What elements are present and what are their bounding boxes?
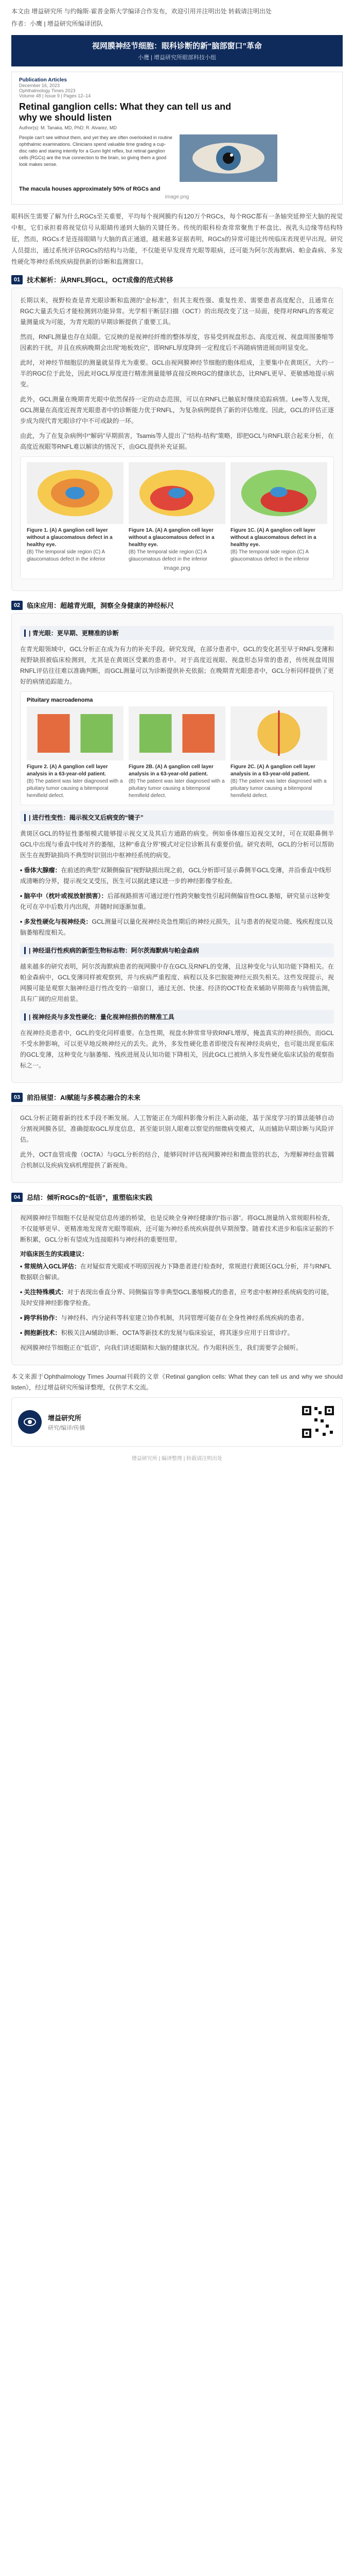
s4-paragraph: 在视神经炎患者中，GCL的变化同样重要。在急性期，视盘水肿常常导致RNFL增厚，掩盖真实的神经损伤，而GCL不受水肿影响，可以更早地反映神经元的丢失。此外，多发性硬化患者即使没有视神经炎病史，也可能出现亚临床的GCL变薄，这种变化与脑萎缩、残疾进展及认知功能下降相关，因此GCL已被纳入多发性硬化临床试验的观察指标之一。 (20, 1029, 334, 1069)
footer: 增益研究所 | 编译整理 | 转载请注明出处 (131, 1456, 223, 1462)
bullet-key: • 拥抱新技术： (20, 1329, 61, 1336)
figure-2-panel (20, 691, 334, 805)
gcl-heatmap-icon (129, 706, 225, 760)
gcl-map-image (129, 706, 225, 760)
section-03-header (11, 1089, 343, 1105)
pub-meta-1: Ophthalmology Times 2023 (19, 88, 76, 93)
figure-1-caption: image.png (164, 565, 190, 571)
section-title: 临床应用：超越青光眼，洞察全身健康的神经标尺 (27, 602, 174, 609)
figure-title: Figure 1. (A) A ganglion cell layer without a glaucomatous defect in a healthy eye. (27, 528, 113, 548)
qr-card[interactable] (11, 1397, 343, 1447)
lead-paragraph: 眼科医生需要了解为什么RGCs至关重要，平均每个视网膜约有120万个RGCs，每个RGC都有一条轴突延伸至大脑的视觉中枢，它们承担着将视觉信号从眼睛传递到大脑的关键任务。传统的眼科检查常常聚焦于杯盘比、视乳头边缘等结构特征，然而，RGCs才是连接眼睛与大脑的真正通道，越来越多证据表明，RGCs的异常可能比传统临床表现更早出现。研究人员提出，通过系统评估RGCs的结构与功能，不仅能更早发现青光眼等眼病，还可能为阿尔茨海默病、帕金森病、多发性硬化等神经系统疾病提供新的诊断和监测窗口。 (11, 213, 343, 265)
lead-section (0, 205, 354, 267)
bullet-key: • 脑卒中（枕叶或视放射损害）： (20, 892, 108, 900)
figure-2-title: Pituitary macroadenoma (27, 697, 93, 703)
bullet-value: 对于表现出垂直分界、同侧偏盲等非典型GCL萎缩模式的患者，应考虑中枢神经系统病变的可能，及时安排神经影像学检查。 (20, 1289, 333, 1307)
org-subtitle: 研究/编译/传播 (48, 1425, 85, 1431)
section-04-box (11, 1205, 343, 1365)
bullet-value: 与神经科、内分泌科等科室建立协作机制，共同管理可能存在全身性神经系统疾病的患者。 (61, 1314, 308, 1321)
section-title: 总结：倾听RGCs的“低语”，重塑临床实践 (27, 1194, 153, 1201)
figure-desc: (B) The temporal side region (C) A glaucomatous defect in the inferior (129, 549, 207, 562)
section-number: 01 (11, 275, 23, 284)
bullet-value: 积极关注AI辅助诊断、OCTA等新技术的发展与临床验证，将其逐步应用于日常诊疗。 (61, 1329, 294, 1336)
article-caption: People can't see without them, and yet they are often overlooked in routine ophthalmic examinations. Clinicians spend valuable time grading a cup-disc ratio and staring intently for a Gunn light reflex, but retinal ganglion cells (RGCs) are the true connection to the brain, so giving them a good look makes sense. (19, 135, 172, 167)
org-name: 增益研究所 (48, 1414, 82, 1422)
banner-subtitle: 小鹰 | 增益研究所眼部科技小组 (138, 55, 216, 61)
bullet-value: 在对疑似青光眼或不明原因视力下降患者进行检查时，常规进行黄斑区GCL分析，并与RNFL数据联合解读。 (20, 1263, 331, 1281)
subheading-optic-neuritis (20, 1010, 334, 1024)
figure-title: Figure 2B. (A) A ganglion cell layer analysis in a 63-year-old patient. (129, 764, 214, 777)
gcl-heatmap-icon (231, 706, 327, 760)
s5-paragraph-2: 此外，OCT血管成像（OCTA）与GCL分析的结合，能够同时评估视网膜神经和微血管的状态，为理解神经血管耦合机制以及疾病发病机理提供了新视角。 (20, 1151, 334, 1169)
bullet-key: • 多发性硬化与视神经炎： (20, 918, 92, 925)
s1-paragraph-5: 由此，为了在复杂病例中“解码”早期损害，Tsamis等人提出了“结构-结构”策略，即把GCL与RNFL联合起来分析，在高度近视眼等RNFL难以解读的情况下，由GCL提供补充证据。 (20, 432, 334, 450)
qr-code (300, 1404, 336, 1440)
subheading-glaucoma (20, 626, 334, 640)
s2-paragraph-2: 黄斑区GCL的特征性萎缩模式能够提示视交叉及其后方通路的病变。例如垂体瘤压迫视交叉时，可在双眼鼻侧半GCL中出现与垂直中线对齐的萎缩，这种“垂直分界”模式对定位诊断具有重要价值。研究表明，GCL的分析可以帮助医生在视野缺损尚不典型时识别出中枢神经系统的病变。 (20, 830, 334, 859)
title-banner (11, 35, 343, 66)
figure-desc: (B) The patient was later diagnosed with a pituitary tumor causing a bitemporal hemifield defect. (27, 778, 123, 799)
recommendations-heading: 对临床医生的实践建议： (20, 1250, 88, 1258)
figure-desc: (B) The temporal side region (C) A glaucomatous defect in the inferior (27, 549, 105, 562)
section-04-header (11, 1189, 343, 1205)
s1-paragraph-3: 此时，对神经节细胞层的测量就显得尤为重要。GCL由视网膜神经节细胞的胞体组成，主要集中在黄斑区，大约一半的RGC位于此处，因此对GCL厚度进行精准测量能够直接反映RGC的健康状态，比RNFL更早、更敏感地提示病变。 (20, 359, 334, 388)
author-line: 作者：小鹰 | 增益研究所编译团队 (11, 20, 103, 27)
s2-paragraph-1: 在青光眼领域中，GCL分析正在成为有力的补充手段。研究发现，在部分患者中，GCL的变化甚至早于RNFL变薄和视野缺损被临床检测到，尤其是在黄斑区受累的患者中。对于高度近视眼、视盘形态异常的患者，传统视盘周围RNFL评估往往难以准确判断，而GCL测量可以为诊断提供补充依据；在晚期青光眼患者中，GCL分析同样提供了更好的病情追踪能力。 (20, 646, 334, 685)
s1-paragraph-4: 此外，GCL测量在晚期青光眼中依然保持一定的动态范围，可以在RNFL已触底时继续追踪病情。Lee等人发现，GCL测量在高度近视青光眼患者中的诊断能力优于RNFL，为复杂病例提供了新的评估维度。因此，GCL的评估正逐步成为现代青光眼诊疗中不可或缺的一环。 (20, 396, 334, 425)
gcl-map-image (27, 462, 123, 524)
gcl-heatmap-icon (27, 706, 123, 760)
section-02-box (11, 613, 343, 1083)
bullet-key: • 垂体大腺瘤： (20, 867, 61, 874)
qr-code-icon (300, 1404, 336, 1440)
gcl-map-image (129, 462, 225, 524)
subheading-text: | 进行性变性：揭示视交叉后病变的“镜子” (29, 814, 144, 821)
figure-1a (27, 462, 123, 563)
figure-title: Figure 2C. (A) A ganglion cell layer analysis in a 63-year-old patient. (231, 764, 315, 777)
article-authors: Author(s): M. Tanaka, MD, PhD; R. Alvarez, MD (19, 125, 117, 130)
bullet-value: 后部视路损害可通过逆行性跨突触变性引起同侧偏盲性GCL萎缩，研究显示这种变化可在卒中后数月内出现，并随时间逐渐加重。 (20, 892, 330, 910)
gcl-map-image (231, 706, 327, 760)
subheading-text: | 视神经炎与多发性硬化：量化视神经损伤的精准工具 (29, 1013, 174, 1021)
article-card (11, 72, 343, 205)
section-number: 02 (11, 601, 23, 610)
rec-2 (20, 1287, 334, 1309)
section-title: 前沿展望：AI赋能与多模态融合的未来 (27, 1094, 141, 1101)
figure-desc: (B) The patient was later diagnosed with a pituitary tumor causing a bitemporal hemifield defect. (129, 778, 225, 799)
figure-desc: (B) The patient was later diagnosed with a pituitary tumor causing a bitemporal hemifield defect. (231, 778, 327, 799)
bullet-ms (20, 917, 334, 938)
section-01-header (11, 272, 343, 287)
section-number: 04 (11, 1193, 23, 1202)
eye-image-icon (180, 134, 277, 182)
article-headline: Retinal ganglion cells: What they can tell us and why we should listen (19, 101, 232, 123)
org-logo (18, 1410, 42, 1434)
retina-photo (180, 134, 277, 182)
gcl-heatmap-icon (231, 462, 327, 524)
s5-paragraph-1: GCL分析正随着新的技术手段不断发展。人工智能正在为眼科影像分析注入新动能，基于深度学习的算法能够自动分割视网膜各层，准确提取GCL厚度信息，甚至能识别人眼难以察觉的细微病变模式，从而辅助早期诊断与风险评估。 (20, 1114, 334, 1143)
intro-text: 本文由 增益研究所 与约翰斯·霍普金斯大学编译合作发布，欢迎引用并注明出处 转载请注明出处 (11, 8, 272, 15)
figure-1b (129, 462, 225, 563)
figure-1c (231, 462, 327, 563)
gcl-map-image (231, 462, 327, 524)
section-title: 技术解析：从RNFL到GCL，OCT成像的范式转移 (27, 276, 173, 284)
section-number: 03 (11, 1093, 23, 1102)
section-02-header (11, 597, 343, 613)
banner-title: 视网膜神经节细胞：眼科诊断的新“脑部窗口”革命 (92, 42, 262, 50)
figure-desc: (B) The temporal side region (C) A glaucomatous defect in the inferior (231, 549, 309, 562)
subheading-degeneration (20, 810, 334, 824)
rec-1 (20, 1261, 334, 1283)
article-stat: The macula houses approximately 50% of RGCs and (19, 186, 161, 192)
pub-date: December 16, 2023 (19, 83, 60, 88)
figure-title: Figure 1C. (A) A ganglion cell layer without a glaucomatous defect in a healthy eye. (231, 528, 316, 548)
gcl-heatmap-icon (129, 462, 225, 524)
gcl-heatmap-icon (27, 462, 123, 524)
gcl-map-image (27, 706, 123, 760)
subheading-text: | 青光眼：更早期、更精准的诊断 (29, 630, 119, 637)
bullet-key: • 常规纳入GCL评估： (20, 1263, 80, 1270)
section-01-box (11, 287, 343, 591)
source-section (0, 1365, 354, 1393)
bullet-key: • 关注特殊模式： (20, 1289, 67, 1296)
pub-label: Publication Articles (19, 77, 67, 83)
bullet-value: GCL测量可以量化视神经炎急性期后的神经元损失，且与患者的视觉功能、残疾程度以及脑萎缩程度相关。 (20, 918, 333, 936)
bullet-value: 在前述的典型“双颞侧偏盲”视野缺损出现之前，GCL分析即可显示鼻侧半GCL变薄，并沿垂直中线形成清晰的分界，提示视交叉受压，医生可以据此建议进一步的神经影像学检查。 (20, 867, 331, 885)
figure-1-panel (20, 456, 334, 579)
bullet-stroke (20, 891, 334, 912)
s6-closing: 视网膜神经节细胞正在“低语”，向我们讲述眼睛和大脑的健康状况。作为眼科医生，我们需要学会倾听。 (20, 1344, 302, 1351)
figure-title: Figure 1A. (A) A ganglion cell layer without a glaucomatous defect in a healthy eye. (129, 528, 215, 548)
figure-2a (27, 706, 123, 800)
bullet-key: • 跨学科协作： (20, 1314, 61, 1321)
subheading-text: | 神经退行性疾病的新型生物标志物：阿尔茨海默病与帕金森病 (29, 947, 199, 954)
figure-2b (129, 706, 225, 800)
section-03-box (11, 1105, 343, 1183)
rec-4 (20, 1328, 334, 1338)
figure-title: Figure 2. (A) A ganglion cell layer analysis in a 63-year-old patient. (27, 764, 108, 777)
subheading-neurodegeneration (20, 943, 334, 957)
s1-paragraph-1: 长期以来，视野检查是青光眼诊断和监测的“金标准”，但其主观性强、重复性差、需要患者高度配合，且通常在RGC大量丢失后才能检测到功能异常。光学相干断层扫描（OCT）的出现改变了这一局面，使得对RNFL的客观定量测量成为可能，为青光眼的早期诊断提供了重要工具。 (20, 297, 334, 326)
pub-meta-2: Volume 48 | Issue 9 | Pages 12–14 (19, 93, 91, 98)
eye-logo-icon (23, 1415, 37, 1429)
figure-2c (231, 706, 327, 800)
source-note: 本文来源于Ophthalmology Times Journal刊载的文章《Retinal ganglion cells: What they can tell us and why we should listen》，经过增益研究所编译整理，仅供学术交流。 (11, 1373, 343, 1391)
article-image-caption: image.png (165, 194, 189, 200)
s1-paragraph-2: 然而，RNFL测量也存在局限。它反映的是视神经纤维的整体厚度，容易受到视盘形态、高度近视、视盘周围萎缩等因素的干扰，并且在疾病晚期会出现“地板效应”，即RNFL厚度降到一定程度后不再随病情进展而明显变化。 (20, 333, 334, 351)
s3-paragraph: 越来越多的研究表明，阿尔茨海默病患者的视网膜中存在GCL及RNFL的变薄，且这种变化与认知功能下降相关。在帕金森病中，GCL变薄同样被观察到，并与疾病严重程度、病程以及多巴胺能神经元损失相关。这些发现提示，视网膜可能是观察大脑神经退行性改变的一扇窗口，通过无创、快速、经济的OCT检查来辅助早期筛查与病情监测，具有广阔的应用前景。 (20, 963, 334, 1003)
rec-3 (20, 1313, 334, 1324)
header (0, 0, 354, 29)
bullet-pituitary (20, 865, 334, 887)
s6-paragraph: 视网膜神经节细胞不仅是视觉信息传递的桥梁，也是反映全身神经健康的“指示器”。将GCL测量纳入常规眼科检查，不仅能够更早、更精准地发现青光眼等眼病，还可能为神经系统疾病提供早期预警。随着技术进步和临床证据的不断积累，GCL分析有望成为连接眼科与神经科的重要纽带。 (20, 1214, 334, 1243)
